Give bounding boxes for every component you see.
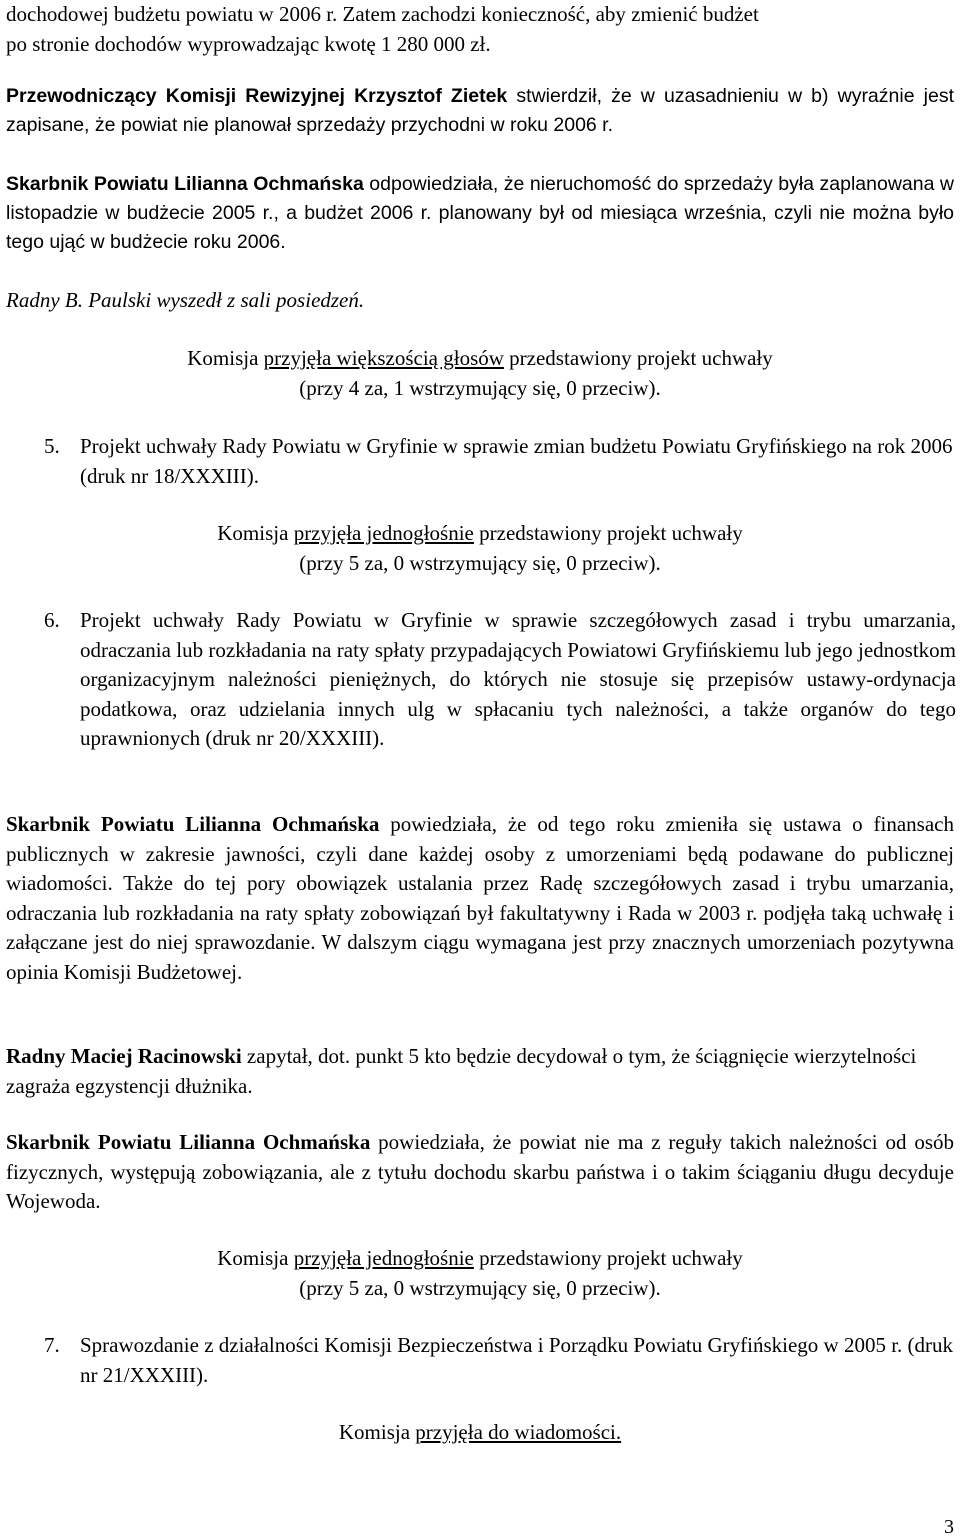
- vote-prefix: Komisja: [338, 1420, 416, 1444]
- vote-suffix: przedstawiony projekt uchwały: [503, 346, 773, 370]
- vote-counts: (przy 5 za, 0 wstrzymujący się, 0 przeciw).: [299, 550, 661, 575]
- vote-suffix: przedstawiony projekt uchwały: [473, 1246, 743, 1270]
- vote-counts: (przy 4 za, 1 wstrzymujący się, 0 przeciw).: [299, 375, 661, 400]
- paragraph-zietek: [6, 82, 954, 140]
- vote-suffix: przedstawiony projekt uchwały: [473, 521, 743, 545]
- item-text: Projekt uchwały Rady Powiatu w Gryfinie w sprawie zmian budżetu Powiatu Gryfińskiego na rok 2006 (druk nr 18/XXXIII).: [80, 434, 953, 488]
- paragraph-racinowski: [6, 1042, 954, 1101]
- speaker-name: Przewodniczący Komisji Rewizyjnej Krzysztof Zietek: [6, 85, 508, 107]
- vote-prefix: Komisja: [187, 346, 264, 370]
- statement-text: odpowiedziała, że nieruchomość do sprzedaży była zaplanowana w listopadzie w budżecie 2005 r., a budżet 2006 r. planowany był od miesiąca września, czyli nie można było tego ująć w budżecie roku 2006.: [6, 173, 954, 253]
- speaker-name: Radny Maciej Racinowski: [6, 1044, 242, 1068]
- vote-counts: (przy 5 za, 0 wstrzymujący się, 0 przeciw).: [299, 1275, 661, 1300]
- statement-text: zapytał, dot. punkt 5 kto będzie decydował o tym, że ściągnięcie wierzytelności zagraża egzystencji dłużnika.: [6, 1044, 917, 1098]
- page-number: 3: [944, 1516, 954, 1538]
- vote-result-4: [0, 1418, 960, 1448]
- statement-text: powiedziała, że powiat nie ma z reguły takich należności od osób fizycznych, występują zobowiązania, ale z tytułu dochodu skarbu państwa i o takim ściąganiu długu decyduje Wojewoda.: [6, 1130, 955, 1213]
- vote-decision: przyjęła jednogłośnie: [293, 521, 474, 545]
- vote-decision: przyjęła większością głosów: [263, 346, 504, 370]
- item-number: 7.: [44, 1333, 60, 1357]
- note-paulski: Radny B. Paulski wyszedł z sali posiedzeń.: [6, 288, 365, 312]
- agenda-item-6: [44, 606, 956, 754]
- intro-line-1: dochodowej budżetu powiatu w 2006 r. Zatem zachodzi konieczność, aby zmienić budżet: [6, 2, 759, 26]
- vote-prefix: Komisja: [217, 1246, 294, 1270]
- speaker-name: Skarbnik Powiatu Lilianna Ochmańska: [6, 1130, 371, 1154]
- item-number: 5.: [44, 434, 60, 458]
- agenda-item-5: [44, 432, 956, 491]
- vote-prefix: Komisja: [217, 521, 294, 545]
- item-text: Sprawozdanie z działalności Komisji Bezpieczeństwa i Porządku Powiatu Gryfińskiego w 2005 r. (druk nr 21/XXXIII).: [80, 1333, 954, 1387]
- vote-decision: przyjęła do wiadomości.: [415, 1420, 622, 1444]
- intro-line-2: po stronie dochodów wyprowadzając kwotę 1 280 000 zł.: [6, 31, 491, 56]
- vote-result-2: [0, 519, 960, 578]
- paragraph-skarbnik-1: [6, 170, 954, 257]
- statement-text: stwierdził, że w uzasadnieniu w b) wyraźnie jest zapisane, że powiat nie planował sprzedaży przychodni w roku 2006 r.: [6, 85, 954, 136]
- paragraph-skarbnik-2: [6, 810, 954, 987]
- speaker-name: Skarbnik Powiatu Lilianna Ochmańska: [6, 812, 380, 836]
- vote-decision: przyjęła jednogłośnie: [293, 1246, 474, 1270]
- vote-result-1: [0, 344, 960, 403]
- speaker-name: Skarbnik Powiatu Lilianna Ochmańska: [6, 173, 364, 195]
- item-text: Projekt uchwały Rady Powiatu w Gryfinie w sprawie szczegółowych zasad i trybu umarzania, odraczania lub rozkładania na raty spłaty przypadających Powiatowi Gryfińskiemu lub jego jednostkom organizacyjnym należności pieniężnych, do których nie stosuje się przepisów ustawy-ordynacja podatkowa, oraz udzielania innych ulg w spłacaniu tych należności, a także organów do tego uprawnionych (druk nr 20/XXXIII).: [80, 608, 956, 750]
- intro-paragraph: [6, 0, 954, 59]
- paragraph-skarbnik-3: [6, 1128, 954, 1217]
- agenda-item-7: [44, 1331, 956, 1390]
- item-number: 6.: [44, 608, 60, 632]
- vote-result-3: [0, 1244, 960, 1303]
- statement-text: powiedziała, że od tego roku zmieniła się ustawa o finansach publicznych w zakresie jawności, czyli dane każdej osoby z umorzeniami będą podawane do publicznej wiadomości. Także do tej pory obowiązek ustalania przez Radę szczegółowych zasad i trybu umarzania, odraczania lub rozkładania na raty spłaty zobowiązań był fakultatywny i Rada w 2003 r. podjęła taką uchwałę i załączane jest do niej sprawozdanie. W dalszym ciągu wymagana jest przy znacznych umorzeniach pozytywna opinia Komisji Budżetowej.: [6, 812, 954, 984]
